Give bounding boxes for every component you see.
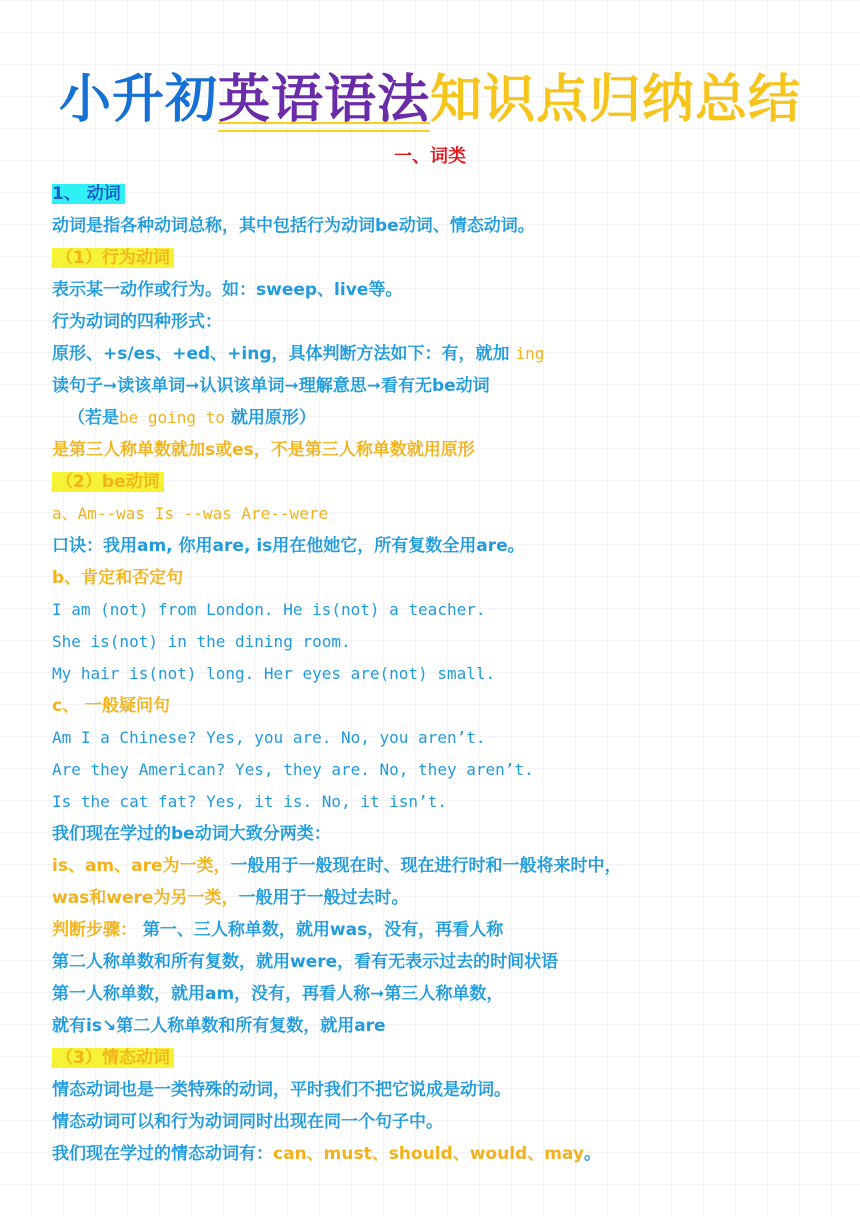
line-8-close: 就用原形） bbox=[224, 408, 316, 428]
line-31 bbox=[52, 1141, 601, 1167]
title-part-2: 英语语法 bbox=[217, 70, 430, 130]
line-24-b: 第一、三人称单数，就用was，没有，再看人称 bbox=[142, 920, 504, 940]
line-4: 表示某一动作或行为。如：sweep、live等。 bbox=[52, 280, 403, 300]
line-modal-verb-heading bbox=[52, 1045, 174, 1071]
line-26: 第一人称单数，就用am，没有，再看人称➞第三人称单数， bbox=[52, 984, 504, 1004]
line-be-verb-heading bbox=[52, 469, 164, 495]
section-heading: 一、词类 bbox=[394, 146, 466, 167]
line-23 bbox=[52, 885, 408, 911]
line-6 bbox=[52, 341, 544, 367]
line-24 bbox=[52, 917, 503, 943]
line-8-phrase: be going to bbox=[119, 408, 225, 427]
line-21: 我们现在学过的be动词大致分两类： bbox=[52, 824, 331, 844]
line-14: I am (not) from London. He is(not) a teacher. bbox=[52, 600, 486, 619]
line-31-a: 我们现在学过的情态动词有： bbox=[52, 1144, 273, 1164]
line-12: 口诀：我用am, 你用are, is用在他她它，所有复数全用are。 bbox=[52, 536, 525, 556]
line-5: 行为动词的四种形式： bbox=[52, 312, 222, 332]
line-20: Is the cat fat? Yes, it is. No, it isn’t. bbox=[52, 792, 447, 811]
line-16: My hair is(not) long. Her eyes are(not) small. bbox=[52, 664, 496, 683]
verb-heading-highlight: 1、 动词 bbox=[52, 184, 125, 204]
action-verb-highlight: （1）行为动词 bbox=[52, 248, 174, 268]
line-action-verb-heading bbox=[52, 245, 174, 271]
title-part-1: 小升初 bbox=[58, 70, 218, 130]
line-18: Am I a Chinese? Yes, you are. No, you aren’t. bbox=[52, 728, 486, 747]
line-22-a: is、am、are为一类， bbox=[52, 856, 231, 876]
line-2: 动词是指各种动词总称，其中包括行为动词be动词、情态动词。 bbox=[52, 216, 535, 236]
line-22-b: 一般用于一般现在时、现在进行时和一般将来时中， bbox=[230, 856, 622, 876]
document-title bbox=[0, 68, 860, 132]
line-8 bbox=[68, 405, 316, 431]
line-6-ing: ing bbox=[515, 344, 545, 363]
line-30: 情态动词可以和行为动词同时出现在同一个句子中。 bbox=[52, 1112, 443, 1132]
be-verb-highlight: （2）be动词 bbox=[52, 472, 164, 492]
line-31-b: can、must、should、would、may bbox=[273, 1144, 584, 1164]
line-29: 情态动词也是一类特殊的动词，平时我们不把它说成是动词。 bbox=[52, 1080, 511, 1100]
line-23-a: was和were为另一类， bbox=[52, 888, 239, 908]
line-13: b、肯定和否定句 bbox=[52, 568, 184, 588]
line-15: She is(not) in the dining room. bbox=[52, 632, 351, 651]
line-verb-heading bbox=[52, 181, 125, 207]
line-8-open: （若是 bbox=[68, 408, 119, 428]
line-7: 读句子➞读该单词➞认识该单词➞理解意思➞看有无be动词 bbox=[52, 376, 490, 396]
line-31-c: 。 bbox=[583, 1144, 601, 1164]
line-19: Are they American? Yes, they are. No, they aren’t. bbox=[52, 760, 534, 779]
modal-verb-highlight: （3）情态动词 bbox=[52, 1048, 174, 1068]
line-9: 是第三人称单数就加s或es，不是第三人称单数就用原形 bbox=[52, 440, 475, 460]
line-17: c、 一般疑问句 bbox=[52, 696, 170, 716]
line-25: 第二人称单数和所有复数，就用were，看有无表示过去的时间状语 bbox=[52, 952, 559, 972]
line-27: 就有is↘第二人称单数和所有复数，就用are bbox=[52, 1016, 386, 1036]
line-24-a: 判断步骤： bbox=[52, 920, 143, 940]
line-22 bbox=[52, 853, 622, 879]
line-11: a、Am--was Is --was Are--were bbox=[52, 504, 329, 523]
title-part-3: 知识点归纳总结 bbox=[430, 70, 802, 130]
line-6-text: 原形、+s/es、+ed、+ing，具体判断方法如下：有，就加 bbox=[52, 344, 516, 364]
line-23-b: 一般用于一般过去时。 bbox=[238, 888, 409, 908]
